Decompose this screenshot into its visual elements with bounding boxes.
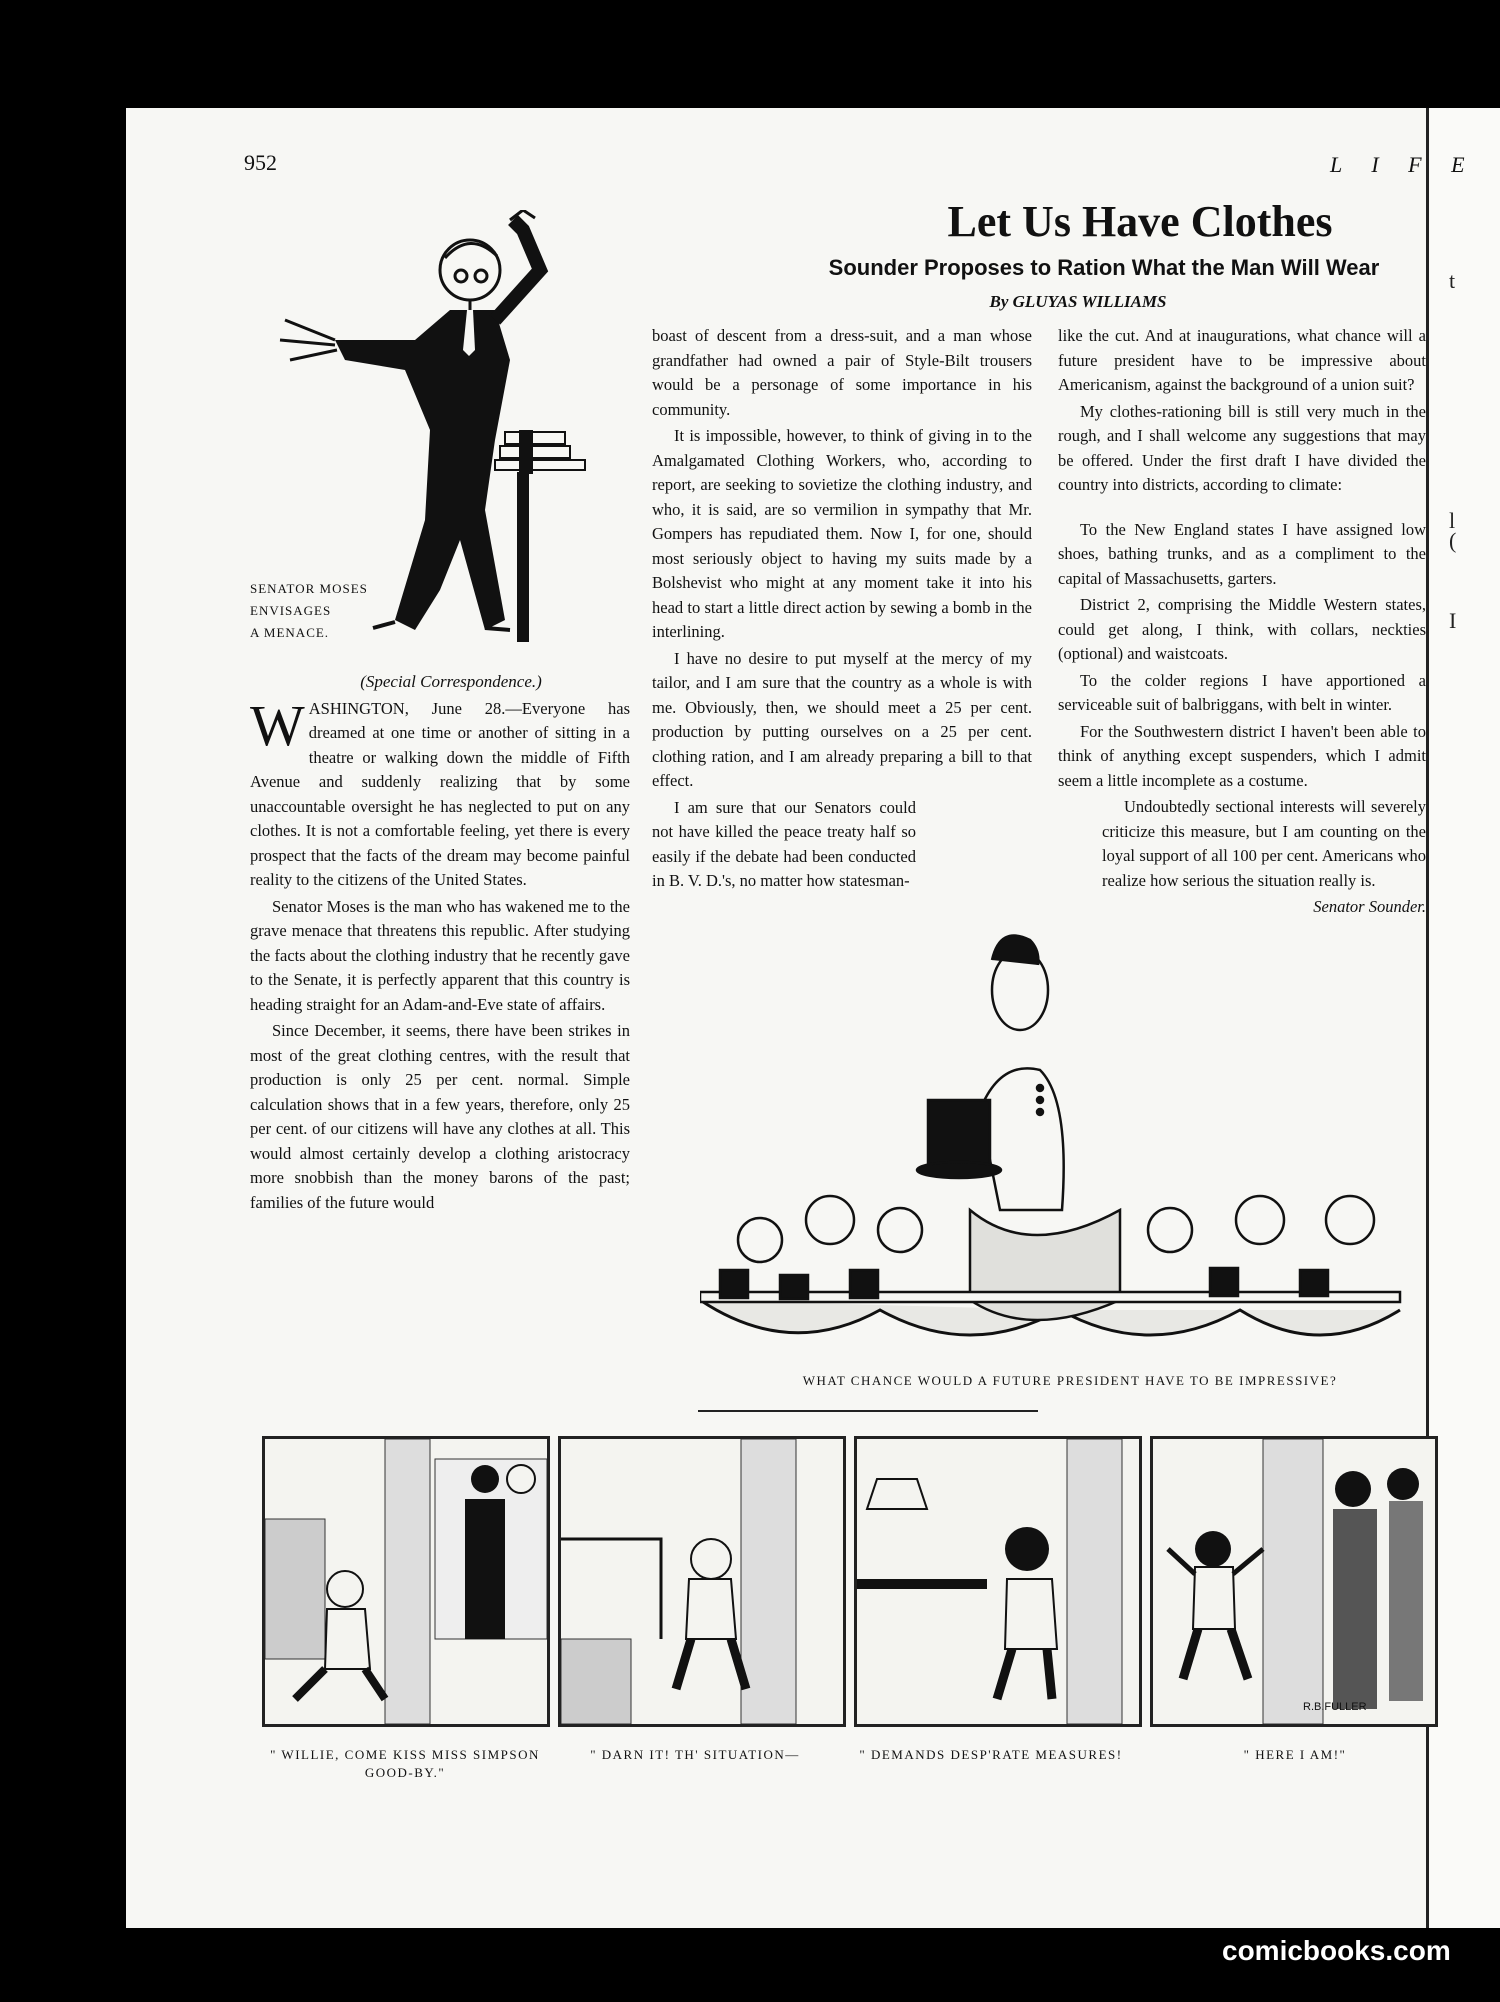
column-3 <box>1058 324 1426 920</box>
paragraph <box>250 692 630 893</box>
paragraph: Senator Moses is the man who has wakened me to the grave menace that threatens this republic. After studying the facts about the clothing industry that he recently gave to the Senate, it is perfectly apparent that this country is heading straight for an Adam-and-Eve state of affairs. <box>250 896 630 1014</box>
paragraph: District 2, comprising the Middle Western states, could get along, I think, with collars, neckties (optional) and waistcoats. <box>1058 595 1426 663</box>
drop-cap: W <box>250 692 305 758</box>
edge-glyph: t <box>1449 268 1456 293</box>
edge-glyph: ( <box>1449 528 1457 553</box>
watermark-logo: comicbooks.com <box>1222 1935 1451 1966</box>
page-number: 952 <box>244 150 277 175</box>
paragraph: Since December, it seems, there have been strikes in most of the great clothing centres, with the result that production is only 25 per cent. normal. Simple calculation shows that in a few years, therefore, only 25 per cent. of our citizens will have any clothes at all. This would almost certainly develop a clothing aristocracy more snobbish than the money barons of the past; families of the future would <box>250 1021 630 1212</box>
paragraph: I have no desire to put myself at the mercy of my tailor, and I am sure that the country as a whole is with me. Obviously, then, we should meet a 25 per cent. production by putting ourselves on a 25 per cent. clothing ration, and I am already preparing a bill to that effect. <box>652 648 1032 790</box>
paragraph: I am sure that our Senators could not have killed the peace treaty half so easily if the debate had been conducted in B. V. D.'s, no matter how statesman- <box>652 797 916 890</box>
caption-line: A MENACE. <box>250 625 330 640</box>
paragraph: To the colder regions I have apportioned a serviceable suit of balbriggans, with belt in winter. <box>1058 670 1426 714</box>
special-correspondence: (Special Correspondence.) <box>360 672 542 691</box>
paragraph-text: ASHINGTON, June 28.—Everyone has dreamed at one time or another of sitting in a theatre or walking down the middle of Fifth Avenue and suddenly realizing that by some unaccountable oversight he has neglected to put on any clothes. It is not a comfortable feeling, yet there is every prospect that the facts of the dream may become painful reality to the citizens of the United States. <box>250 698 630 889</box>
paragraph: To the New England states I have assigned low shoes, bathing trunks, and as a compliment to the capital of Massachusetts, garters. <box>1058 519 1426 588</box>
column-1 <box>250 670 630 1217</box>
artist-signature: R.B.FULLER <box>1303 1701 1367 1713</box>
caption-line: ENVISAGES <box>250 603 332 618</box>
paragraph: like the cut. And at inaugurations, what chance will a future president have to be impressive about Americanism, against the background of a union suit? <box>1058 326 1426 394</box>
edge-glyph: l <box>1449 508 1456 533</box>
paragraph: It is impossible, however, to think of giving in to the Amalgamated Clothing Workers, who, according to report, are seeking to sovietize the clothing industry, and who, it is said, are so vermilion in sympathy that Mr. Gompers has repudiated them. Now I, for one, should most seriously object to having my suits made by a Bolshevist who might at any moment take it into his head to start a little direct action by sewing a bomb in the interlining. <box>652 426 1032 641</box>
senate-illustration <box>700 920 1420 1360</box>
senator-caption <box>250 578 368 644</box>
comic-caption-1: " WILLIE, COME KISS MISS SIMPSON GOOD-BY." <box>270 1747 540 1780</box>
comic-panel-4 <box>1150 1436 1438 1727</box>
column-2 <box>652 324 1032 896</box>
article-title: Let Us Have Clothes <box>947 197 1333 246</box>
signature: Senator Sounder. <box>1313 897 1426 916</box>
paragraph: My clothes-rationing bill is still very much in the rough, and I shall welcome any suggestions that may be offered. Under the first draft I have divided the country into districts, according to climate: <box>1058 401 1426 494</box>
comic-panel-3 <box>854 1436 1142 1727</box>
comic-caption-3: " DEMANDS DESP'RATE MEASURES! <box>859 1747 1123 1762</box>
caption-line: SENATOR MOSES <box>250 581 368 596</box>
byline: By GLUYAS WILLIAMS <box>989 292 1167 311</box>
comic-caption-2: " DARN IT! TH' SITUATION— <box>590 1747 800 1762</box>
article-subtitle: Sounder Proposes to Ration What the Man Will Wear <box>828 255 1380 280</box>
masthead: L I F E <box>1330 152 1477 177</box>
illustration-caption: WHAT CHANCE WOULD A FUTURE PRESIDENT HAVE TO BE IMPRESSIVE? <box>802 1373 1338 1388</box>
edge-glyph: I <box>1449 608 1457 633</box>
comic-panel-1 <box>262 1436 550 1727</box>
paragraph: boast of descent from a dress-suit, and a man whose grandfather had owned a pair of Style-Bilt trousers would be a personage of some importance in his community. <box>652 326 1032 419</box>
paragraph: For the Southwestern district I haven't been able to think of anything except suspenders, which I admit seem a little incomplete as a costume. <box>1058 721 1426 790</box>
divider-rule <box>698 1410 1038 1412</box>
paragraph: Undoubtedly sectional interests will severely criticize this measure, but I am counting on the loyal support of all 100 per cent. Americans who realize how serious the situation really is. <box>1102 797 1426 890</box>
comic-panel-2 <box>558 1436 846 1727</box>
comic-caption-4: " HERE I AM!" <box>1243 1747 1347 1762</box>
